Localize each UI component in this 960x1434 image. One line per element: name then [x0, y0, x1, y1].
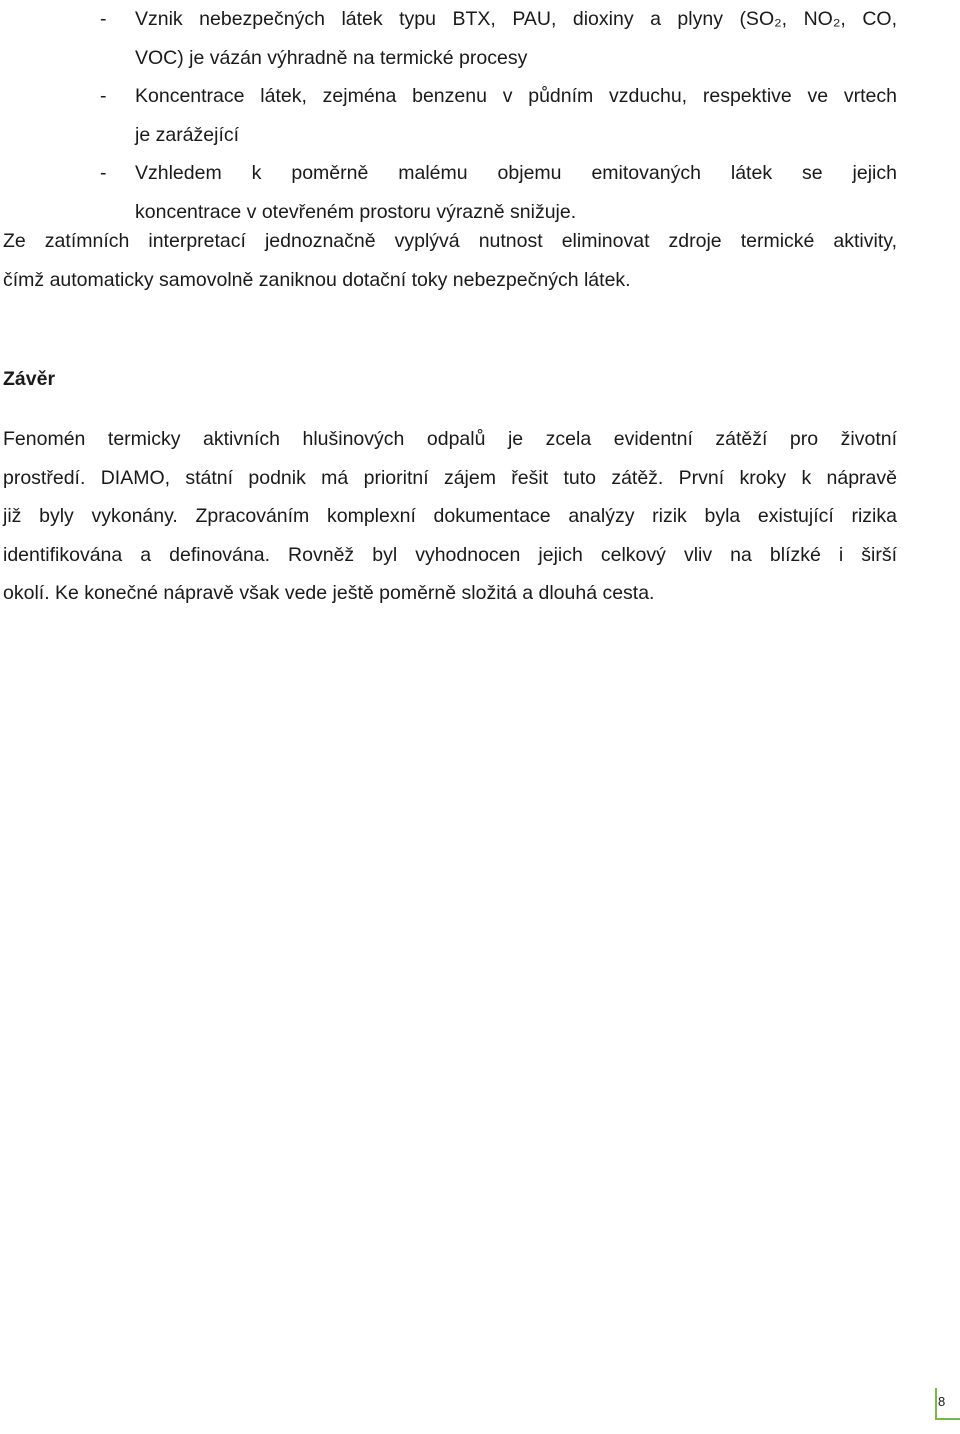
- bullet-line: VOC) je vázán výhradně na termické procesy: [135, 46, 528, 69]
- bullet-line: je zarážející: [135, 123, 240, 146]
- bullet-dash: -: [100, 162, 107, 185]
- paragraph-line: Fenomén termicky aktivních hlušinových odpalů je zcela evidentní zátěží pro životní: [3, 428, 897, 450]
- bullet-dash: -: [100, 85, 107, 108]
- paragraph-line: identifikována a definována. Rovněž byl vyhodnocen jejich celkový vliv na blízké i širší: [3, 543, 897, 566]
- bullet-list: [0, 0, 897, 232]
- section-heading: Závěr: [3, 368, 56, 390]
- bullet-item: [0, 77, 897, 154]
- bullet-line: Koncentrace látek, zejména benzenu v půdním vzduchu, respektive ve vrtech: [135, 85, 897, 108]
- paragraph-line: již byly vykonány. Zpracováním komplexní dokumentace analýzy rizik byla existující rizika: [3, 505, 897, 528]
- page-number: 8: [938, 1394, 946, 1409]
- bullet-dash: -: [100, 8, 107, 30]
- paragraph-line: Ze zatímních interpretací jednoznačně vyplývá nutnost eliminovat zdroje termické aktivity,: [3, 230, 897, 252]
- interpretation-paragraph: [3, 222, 897, 299]
- conclusion-paragraph: [3, 420, 897, 613]
- paragraph-line: okolí. Ke konečné nápravě však vede ještě poměrně složitá a dlouhá cesta.: [3, 582, 655, 605]
- bullet-item: [0, 0, 897, 77]
- bullet-item: [0, 154, 897, 231]
- paragraph-line: prostředí. DIAMO, státní podnik má prioritní zájem řešit tuto zátěž. První kroky k nápravě: [3, 466, 897, 489]
- bullet-line: Vznik nebezpečných látek typu BTX, PAU, dioxiny a plyny (SO₂, NO₂, CO,: [135, 8, 897, 30]
- bullet-line: koncentrace v otevřeném prostoru výrazně snižuje.: [135, 200, 577, 223]
- paragraph-line: čímž automaticky samovolně zaniknou dotační toky nebezpečných látek.: [3, 268, 631, 291]
- bullet-line: Vzhledem k poměrně malému objemu emitovaných látek se jejich: [135, 162, 897, 185]
